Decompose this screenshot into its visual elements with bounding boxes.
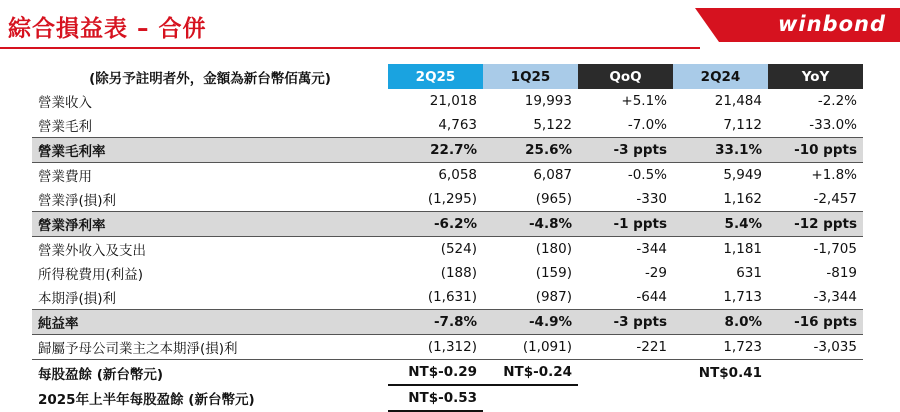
page-title: 綜合損益表 – 合併 [8,16,207,42]
eps-2q25: NT$-0.29 [388,360,483,386]
cell: 1,723 [723,339,762,355]
cell: 19,993 [524,93,572,109]
cell: -7.0% [627,117,667,133]
cell: -6.2% [388,212,483,237]
cell: -29 [644,265,667,281]
row-label: 營業外收入及支出 [38,243,146,259]
cell: -3,344 [813,289,857,305]
table-row [32,187,863,212]
cell: -819 [826,265,857,281]
table-row-highlight [32,138,863,163]
income-statement-table [32,64,863,412]
cell: -221 [636,339,667,355]
col-header-yoy: YoY [768,64,863,89]
cell: 6,087 [533,167,572,183]
table-row-highlight [32,212,863,237]
eps-h1-2q25: NT$-0.53 [388,385,483,411]
cell: -644 [636,289,667,305]
brand-logo [695,8,900,42]
cell: 4,763 [438,117,477,133]
row-label: 本期淨(損)利 [38,291,117,307]
cell: 22.7% [388,138,483,163]
empty-cell [578,385,673,411]
cell: (524) [440,241,477,257]
eps-1q25: NT$-0.24 [483,360,578,386]
table-row [32,285,863,310]
row-label: 營業毛利率 [32,138,388,163]
cell: (159) [535,265,572,281]
cell: (180) [535,241,572,257]
cell: 21,018 [429,93,477,109]
cell: -3,035 [813,339,857,355]
eps-qoq-empty [578,360,673,386]
cell: 1,162 [723,191,762,207]
eps-yoy-empty [768,360,863,386]
row-label: 營業毛利 [38,119,92,135]
cell: (1,631) [427,289,477,305]
cell: -33.0% [809,117,857,133]
cell: -4.9% [483,310,578,335]
cell: 1,181 [723,241,762,257]
cell: 5.4% [673,212,768,237]
cell: (1,091) [522,339,572,355]
cell: -3 ppts [578,310,673,335]
col-header-2q25: 2Q25 [388,64,483,89]
cell: (188) [440,265,477,281]
cell: 25.6% [483,138,578,163]
table-row [32,89,863,113]
table-row [32,163,863,188]
eps-label: 每股盈餘 (新台幣元) [32,360,388,386]
cell: +1.8% [811,167,857,183]
title-underline [0,47,700,49]
cell: -1 ppts [578,212,673,237]
unit-note: (除另予註明者外，金額為新台幣佰萬元) [89,70,331,87]
cell: 7,112 [723,117,762,133]
empty-cell [483,385,578,411]
cell: -7.8% [388,310,483,335]
row-label: 所得稅費用(利益) [38,267,144,283]
cell: +5.1% [621,93,667,109]
table-row [32,237,863,262]
cell: -330 [636,191,667,207]
col-header-2q24: 2Q24 [673,64,768,89]
table-header-row [32,64,863,89]
row-label: 歸屬予母公司業主之本期淨(損)利 [38,341,238,357]
eps-h1-row [32,385,863,411]
row-label: 營業收入 [38,95,92,111]
row-label: 營業淨(損)利 [38,193,117,209]
cell: (1,295) [427,191,477,207]
table-row [32,261,863,285]
cell: -10 ppts [768,138,863,163]
cell: 5,122 [533,117,572,133]
cell: -344 [636,241,667,257]
cell: -0.5% [627,167,667,183]
cell: -4.8% [483,212,578,237]
cell: -12 ppts [768,212,863,237]
cell: 1,713 [723,289,762,305]
row-label: 純益率 [32,310,388,335]
row-label: 營業淨利率 [32,212,388,237]
col-header-1q25: 1Q25 [483,64,578,89]
cell: -1,705 [813,241,857,257]
cell: (987) [535,289,572,305]
cell: (965) [535,191,572,207]
cell: 631 [736,265,762,281]
cell: -3 ppts [578,138,673,163]
col-header-qoq: QoQ [578,64,673,89]
empty-cell [673,385,768,411]
table-row-highlight [32,310,863,335]
cell: 6,058 [438,167,477,183]
eps-2q24: NT$0.41 [673,360,768,386]
eps-row [32,360,863,386]
row-label: 營業費用 [38,169,92,185]
cell: 5,949 [723,167,762,183]
cell: 21,484 [714,93,762,109]
cell: (1,312) [427,339,477,355]
eps-h1-label: 2025年上半年每股盈餘 (新台幣元) [38,392,255,408]
table-row [32,113,863,138]
logo-text: winbond [778,12,886,36]
table-row [32,335,863,360]
cell: -2,457 [813,191,857,207]
cell: -2.2% [817,93,857,109]
cell: 33.1% [673,138,768,163]
cell: -16 ppts [768,310,863,335]
empty-cell [768,385,863,411]
cell: 8.0% [673,310,768,335]
